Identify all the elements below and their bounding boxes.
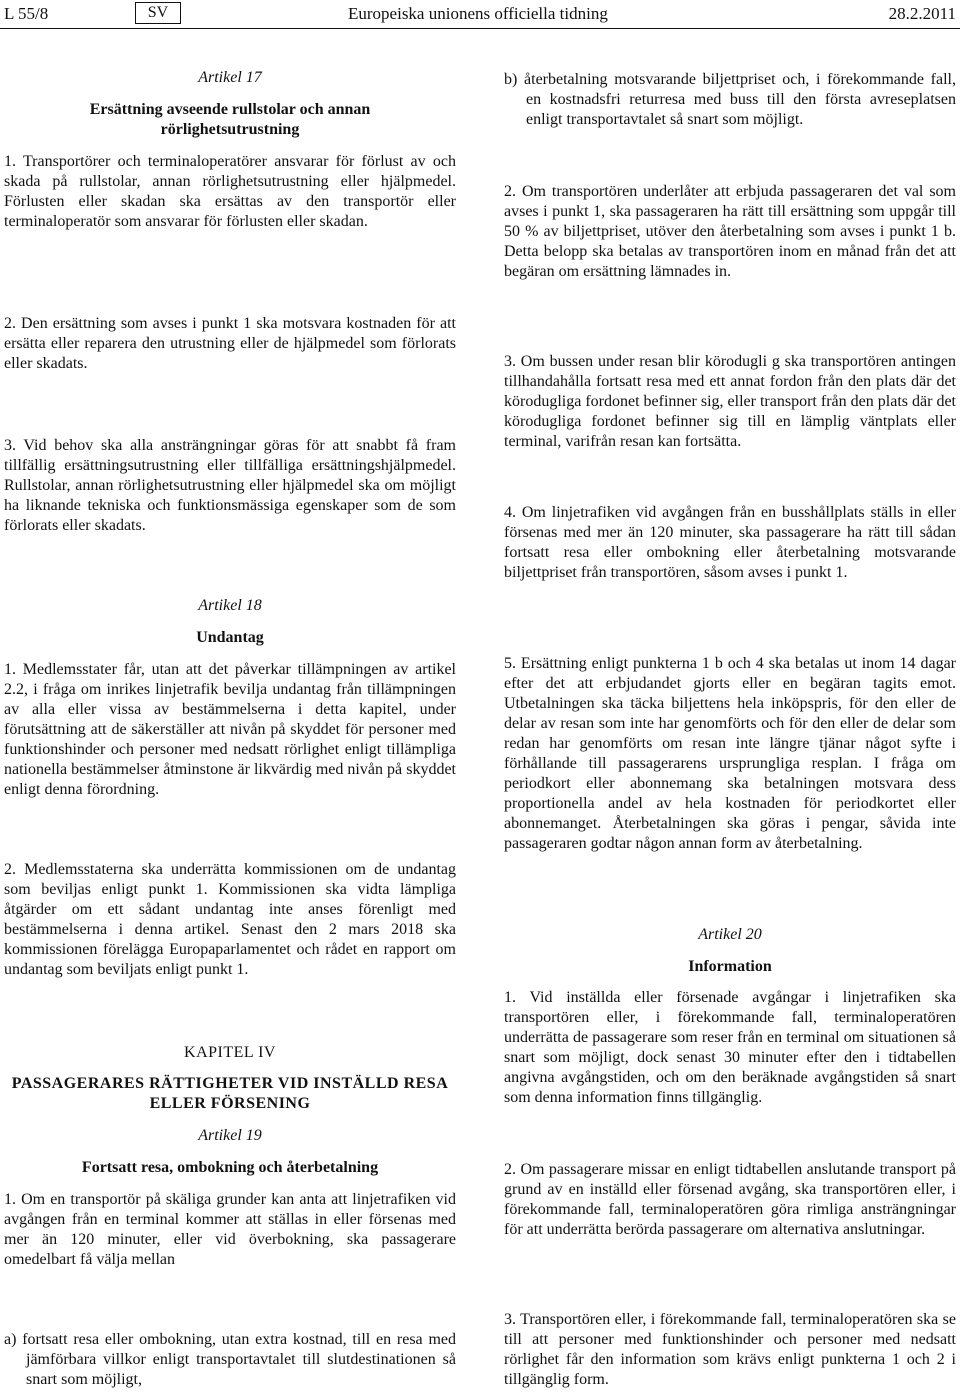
article-17-title: Ersättning avseende rullstolar och annan rörlighetsutrustning — [89, 101, 371, 138]
language-badge: SV — [135, 2, 181, 24]
page-number: L 55/8 — [4, 4, 49, 23]
article-18-label: Artikel 18 — [198, 597, 262, 614]
article-19-paragraph-3: 3. Om bussen under resan blir körodugli g ska transportören antingen tillhandahålla fortsatt resa med ett annat fordon från den plats där det körodugliga fordonet befinner sig, eller transport från den plats där det körodugliga fordonet befinner sig till en lämplig väntplats eller terminal, varifrån resan kan fortsätta. — [504, 353, 956, 450]
article-19-label: Artikel 19 — [198, 1127, 262, 1144]
article-19-title: Fortsatt resa, ombokning och återbetalning — [81, 1159, 379, 1176]
article-19-item-b: b) återbetalning motsvarande biljettpriset och, i förekommande fall, en kostnadsfri returresa med buss till den första avreseplatsen enligt transportavtalet så snart som möjligt. — [504, 71, 956, 128]
chapter-title: PASSAGERARES RÄTTIGHETER VID INSTÄLLD RESA ELLER FÖRSENING — [11, 1075, 449, 1112]
article-17-paragraph-1: 1. Transportörer och terminaloperatörer ansvarar för förlust av och skada på rullstolar, annan rörlighetsutrustning eller hjälpmedel. Förlusten eller skadan ska ersättas av den transportör eller terminaloperatör som ansvarar för förlusten eller skadan. — [4, 153, 456, 230]
article-20-label: Artikel 20 — [698, 926, 762, 943]
article-19-paragraph-1: 1. Om en transportör på skäliga grunder kan anta att linjetrafiken vid avgången från en terminal kommer att ställas in eller försenas med mer än 120 minuter, eller vid överbokning, ska passagerare omedelbart få välja mellan — [4, 1191, 456, 1268]
article-17-paragraph-2: 2. Den ersättning som avses i punkt 1 ska motsvara kostnaden för att ersätta eller reparera den utrustning eller de hjälpmedel som förlorats eller skadats. — [4, 315, 456, 372]
article-19-item-a: a) fortsatt resa eller ombokning, utan extra kostnad, till en resa med jämförbara villkor enligt transportavtalet till slutdestinationen så snart som möjligt, — [4, 1331, 456, 1388]
article-18-paragraph-2: 2. Medlemsstaterna ska underrätta kommissionen om de undantag som beviljas enligt punkt 1. Kommissionen ska vidta lämpliga åtgärder om ett sådant undantag inte anses förenligt med bestämmelserna i denna artikel. Senast den 2 mars 2018 ska kommissionen förelägga Europaparlamentet och rådet en rapport om undantag som beviljats enligt punkt 1. — [4, 861, 456, 978]
article-17-paragraph-3: 3. Vid behov ska alla ansträngningar göras för att snabbt få fram tillfällig ersättningsutrustning eller tillfälliga ersättningshjälpmedel. Rullstolar, annan rörlighetsutrustning eller hjälpmedel ska om möjligt ha liknande tekniska och funktionsmässiga egenskaper som de som förlorats eller skadats. — [4, 437, 456, 534]
header-rule — [0, 28, 960, 29]
page-header — [0, 0, 960, 28]
chapter-label: KAPITEL IV — [184, 1044, 276, 1061]
article-20-paragraph-2: 2. Om passagerare missar en enligt tidtabellen anslutande transport på grund av en inställd eller försenad avgång, ska transportören eller, i förekommande fall, terminaloperatören göra rimliga ansträngningar för att underrätta berörda passagerare om alternativa anslutningar. — [504, 1161, 956, 1238]
article-20-paragraph-3: 3. Transportören eller, i förekommande fall, terminaloperatören ska se till att personer med funktionshinder och personer med nedsatt rörlighet får den information som krävs enligt punkterna 1 och 2 i tillgänglig form. — [504, 1311, 956, 1388]
journal-title: Europeiska unionens officiella tidning — [348, 4, 608, 23]
publication-date: 28.2.2011 — [888, 4, 956, 23]
article-17-label: Artikel 17 — [198, 69, 262, 86]
article-18-title: Undantag — [196, 629, 264, 646]
article-19-paragraph-2: 2. Om transportören underlåter att erbjuda passageraren det val som avses i punkt 1, ska passageraren ha rätt till ersättning som uppgår till 50 % av biljettpriset, utöver den återbetalning som avses i punkt 1 b. Detta belopp ska betalas av transportören inom en månad från det att begäran om ersättning lämnades in. — [504, 183, 956, 280]
article-19-paragraph-5: 5. Ersättning enligt punkterna 1 b och 4 ska betalas ut inom 14 dagar efter det att erbjudandet gjorts eller en begäran tagits emot. Utbetalningen ska täcka biljettens hela inköpspris, för den eller de delar av resan som inte har genomförts och för den eller de delar som redan har genomförts om resan inte längre tjänar något syfte i förhållande till passagerarens ursprungliga resplan. I fråga om periodkort eller abonnemang ska betalningen motsvara dess proportionella andel av hela kostnaden för periodkortet eller abonnemanget. Återbetalningen ska göras i pengar, såvida inte passageraren godtar någon annan form av återbetalning. — [504, 655, 956, 852]
article-18-paragraph-1: 1. Medlemsstater får, utan att det påverkar tillämpningen av artikel 2.2, i fråga om inrikes linjetrafik bevilja undantag från tillämpningen av alla eller vissa av bestämmelserna i detta kapitel, under förutsättning att de säkerställer att nivån på skyddet för personer med funktionshinder och personer med nedsatt rörlighet enligt tillämpliga nationella bestämmelser åtminstone är likvärdig med nivån på skyddet enligt denna förordning. — [4, 661, 456, 798]
article-20-title: Information — [688, 958, 772, 975]
article-20-paragraph-1: 1. Vid inställda eller försenade avgångar i linjetrafiken ska transportören eller, i förekommande fall, terminaloperatören underrätta de passagerare som reser från en terminal om situationen så snart som möjligt, dock senast 30 minuter efter den i tidtabellen angivna avgångstiden, och om den beräknade avgångstiden så snart som denna information finns tillgänglig. — [504, 989, 956, 1106]
article-19-paragraph-4: 4. Om linjetrafiken vid avgången från en busshållplats ställs in eller försenas med mer än 120 minuter, ska passagerare ha rätt till sådan fortsatt resa eller ombokning eller återbetalning motsvarande biljettpriset från transportören, såsom avses i punkt 1. — [504, 504, 956, 581]
